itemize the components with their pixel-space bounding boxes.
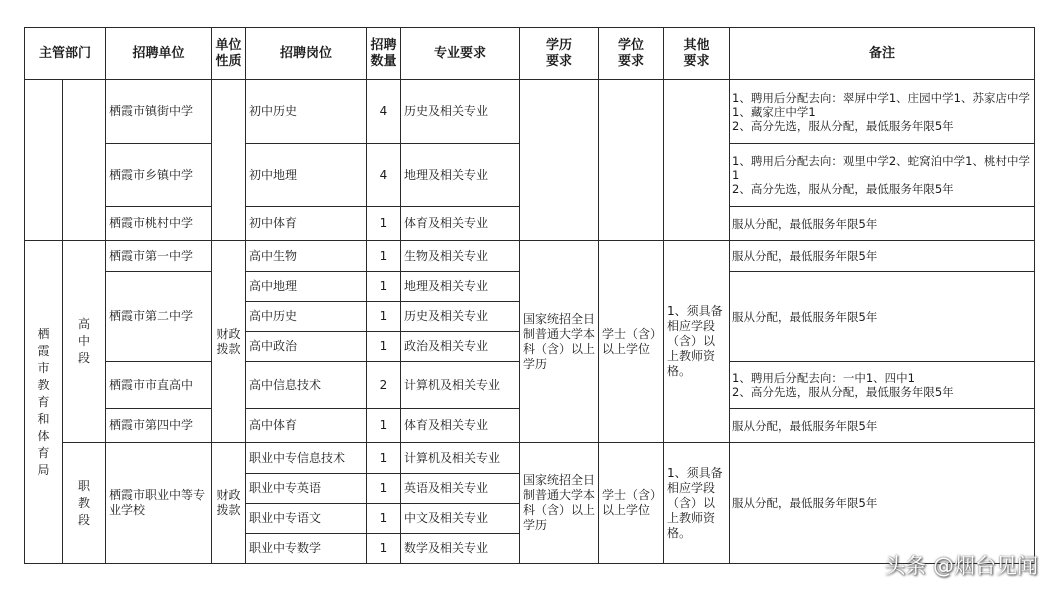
position-cell: 高中信息技术 <box>246 362 367 409</box>
position-cell: 职业中专英语 <box>246 474 367 504</box>
watermark: 头条 @烟台见闻 <box>884 554 1038 578</box>
remark-cell: 服从分配，最低服务年限5年 <box>730 207 1035 241</box>
count-cell: 4 <box>367 80 401 144</box>
remark-cell: 1、聘用后分配去向：观里中学2、蛇窝泊中学1、桃村中学1 2、高分先选，服从分配，最低服务年限5年 <box>730 144 1035 207</box>
major-cell: 英语及相关专业 <box>401 474 520 504</box>
major-cell: 历史及相关专业 <box>401 302 520 332</box>
position-cell: 职业中专数学 <box>246 534 367 564</box>
count-cell: 1 <box>367 302 401 332</box>
stage-empty-cell <box>63 80 106 241</box>
count-cell: 2 <box>367 362 401 409</box>
unit-cell: 栖霞市第四中学 <box>106 409 212 443</box>
header-dept: 主管部门 <box>25 28 106 80</box>
other-empty-cell <box>664 80 730 241</box>
remark-cell: 1、聘用后分配去向：一中1、四中1 2、高分先选，服从分配，最低服务年限5年 <box>730 362 1035 409</box>
major-cell: 计算机及相关专业 <box>401 362 520 409</box>
remark-cell: 1、聘用后分配去向：翠屏中学1、庄园中学1、苏家店中学1、藏家庄中学1 2、高分先选，服从分配，最低服务年限5年 <box>730 80 1035 144</box>
header-remark: 备注 <box>730 28 1035 80</box>
major-cell: 政治及相关专业 <box>401 332 520 362</box>
table-row <box>25 80 1035 144</box>
header-other: 其他 要求 <box>664 28 730 80</box>
degree-cell: 学士（含）以上学位 <box>599 241 664 443</box>
other-cell: 1、须具备相应学段（含）以上教师资格。 <box>664 241 730 443</box>
position-cell: 高中历史 <box>246 302 367 332</box>
header-position: 招聘岗位 <box>246 28 367 80</box>
count-cell: 4 <box>367 144 401 207</box>
unit-cell: 栖霞市职业中等专业学校 <box>106 443 212 564</box>
remark-cell: 服从分配，最低服务年限5年 <box>730 272 1035 362</box>
position-cell: 高中体育 <box>246 409 367 443</box>
position-cell: 初中体育 <box>246 207 367 241</box>
header-education: 学历 要求 <box>520 28 599 80</box>
count-cell: 1 <box>367 504 401 534</box>
education-cell: 国家统招全日制普通大学本科（含）以上学历 <box>520 443 599 564</box>
other-cell: 1、须具备相应学段（含）以上教师资格。 <box>664 443 730 564</box>
major-cell: 历史及相关专业 <box>401 80 520 144</box>
count-cell: 1 <box>367 272 401 302</box>
table-row <box>25 241 1035 272</box>
unit-cell: 栖霞市第二中学 <box>106 272 212 362</box>
nature-cell: 财政 拨款 <box>212 443 246 564</box>
major-cell: 数学及相关专业 <box>401 534 520 564</box>
unit-cell: 栖霞市市直高中 <box>106 362 212 409</box>
count-cell: 1 <box>367 443 401 474</box>
major-cell: 计算机及相关专业 <box>401 443 520 474</box>
remark-cell: 服从分配，最低服务年限5年 <box>730 241 1035 272</box>
degree-cell: 学士（含）以上学位 <box>599 443 664 564</box>
count-cell: 1 <box>367 332 401 362</box>
recruitment-table <box>24 27 1035 564</box>
unit-cell: 栖霞市桃村中学 <box>106 207 212 241</box>
header-count: 招聘 数量 <box>367 28 401 80</box>
education-empty-cell <box>520 80 599 241</box>
position-cell: 初中地理 <box>246 144 367 207</box>
position-cell: 职业中专信息技术 <box>246 443 367 474</box>
stage-high-cell: 高 中 段 <box>63 241 106 443</box>
nature-cell: 财政 拨款 <box>212 241 246 443</box>
position-cell: 高中政治 <box>246 332 367 362</box>
count-cell: 1 <box>367 534 401 564</box>
count-cell: 1 <box>367 409 401 443</box>
header-major: 专业要求 <box>401 28 520 80</box>
major-cell: 地理及相关专业 <box>401 144 520 207</box>
stage-vocational-cell: 职 教 段 <box>63 443 106 564</box>
remark-cell: 服从分配，最低服务年限5年 <box>730 409 1035 443</box>
dept-empty-cell <box>25 80 63 241</box>
count-cell: 1 <box>367 241 401 272</box>
header-row <box>25 28 1035 80</box>
position-cell: 高中生物 <box>246 241 367 272</box>
unit-cell: 栖霞市第一中学 <box>106 241 212 272</box>
unit-cell: 栖霞市乡镇中学 <box>106 144 212 207</box>
count-cell: 1 <box>367 474 401 504</box>
major-cell: 体育及相关专业 <box>401 409 520 443</box>
header-unit: 招聘单位 <box>106 28 212 80</box>
major-cell: 体育及相关专业 <box>401 207 520 241</box>
remark-cell: 服从分配，最低服务年限5年 <box>730 443 1035 564</box>
major-cell: 地理及相关专业 <box>401 272 520 302</box>
position-cell: 初中历史 <box>246 80 367 144</box>
degree-empty-cell <box>599 80 664 241</box>
unit-cell: 栖霞市镇街中学 <box>106 80 212 144</box>
position-cell: 高中地理 <box>246 272 367 302</box>
nature-empty-cell <box>212 80 246 241</box>
dept-name-cell: 栖 霞 市 教 育 和 体 育 局 <box>25 241 63 564</box>
major-cell: 生物及相关专业 <box>401 241 520 272</box>
education-cell: 国家统招全日制普通大学本科（含）以上学历 <box>520 241 599 443</box>
count-cell: 1 <box>367 207 401 241</box>
header-degree: 学位 要求 <box>599 28 664 80</box>
header-nature: 单位 性质 <box>212 28 246 80</box>
major-cell: 中文及相关专业 <box>401 504 520 534</box>
table-row <box>25 443 1035 474</box>
position-cell: 职业中专语文 <box>246 504 367 534</box>
